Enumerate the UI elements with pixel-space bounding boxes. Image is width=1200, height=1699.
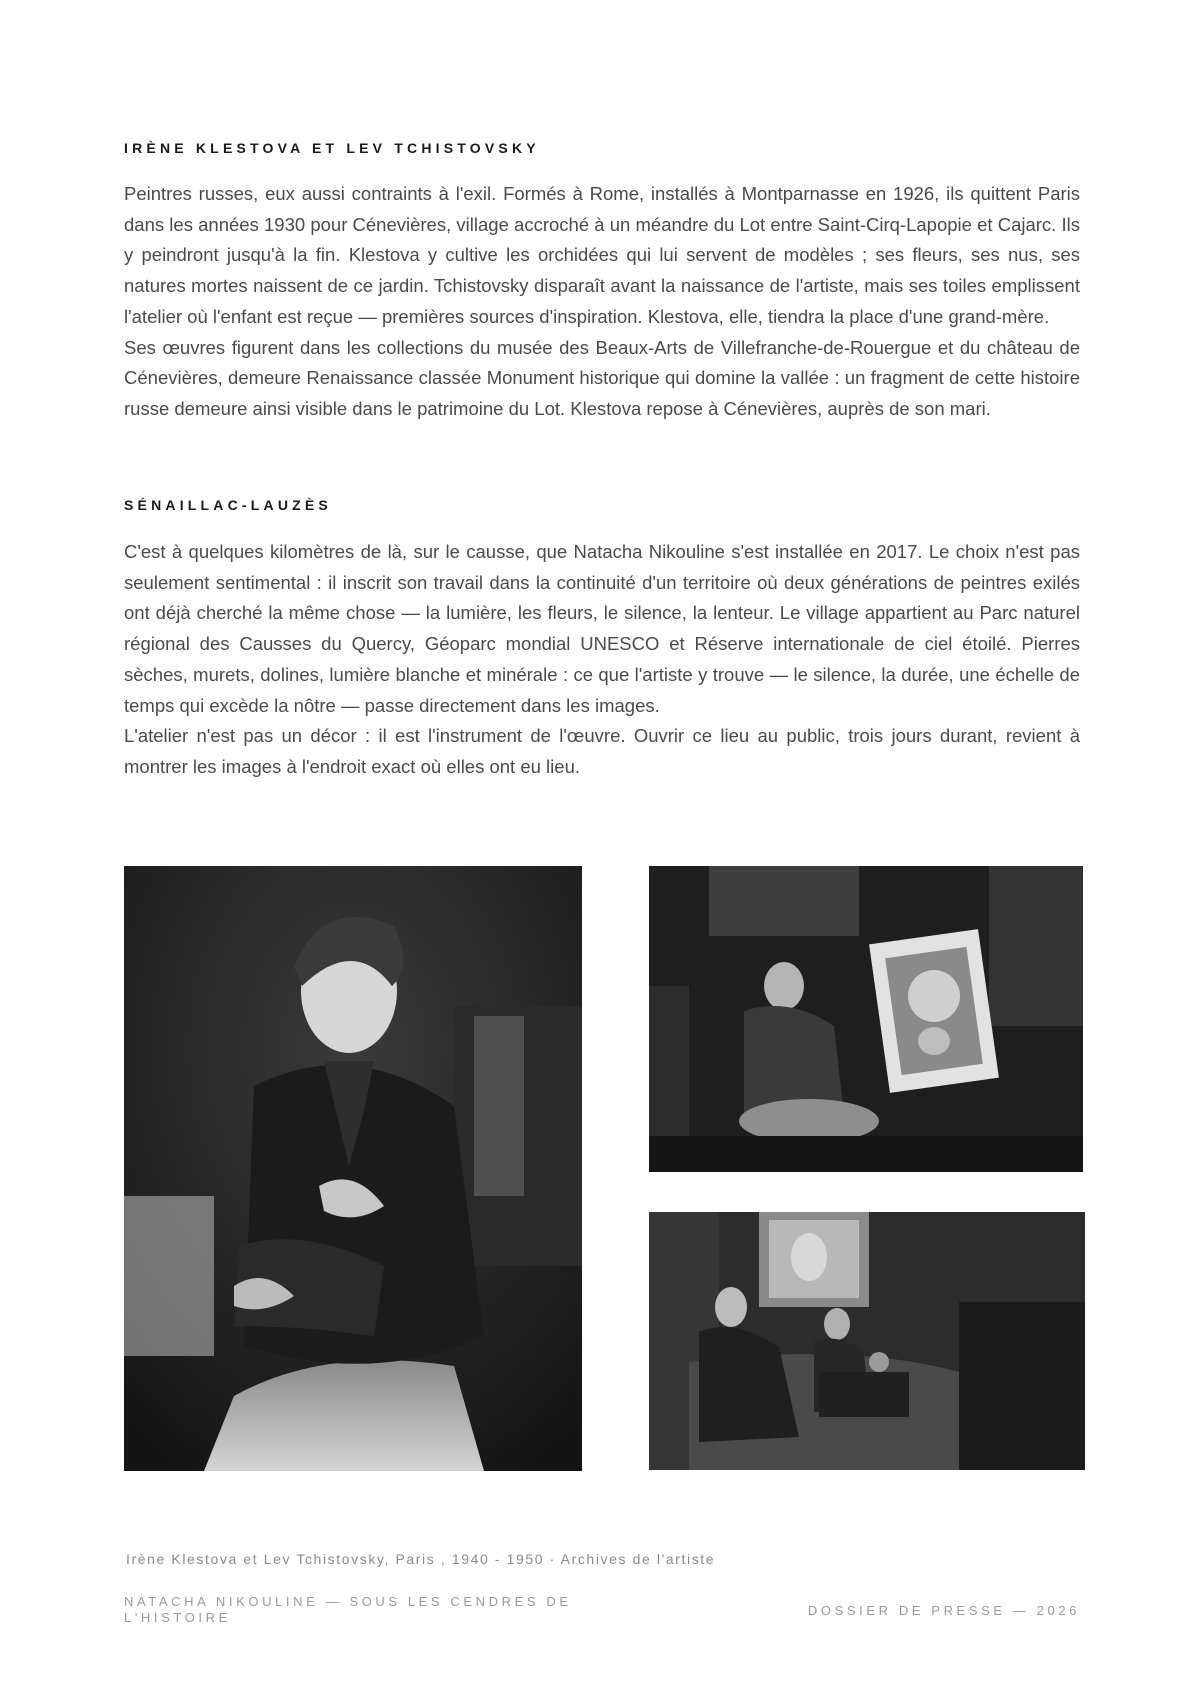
couple-in-salon-photo	[649, 1212, 1085, 1470]
section-heading-klestova: IRÈNE KLESTOVA ET LEV TCHISTOVSKY	[124, 140, 540, 156]
footer-dossier: DOSSIER DE PRESSE — 2026	[807, 1603, 1080, 1618]
photo-caption: Irène Klestova et Lev Tchistovsky, Paris , 1940 - 1950 · Archives de l'artiste	[126, 1551, 716, 1567]
paragraph: C'est à quelques kilomètres de là, sur le causse, que Natacha Nikouline s'est installée en 2017. Le choix n'est pas seulement sentimental : il inscrit son travail dans la continuité d'un territoire où deux générations de peintres exilés ont déjà cherché la même chose — la lumière, les fleurs, le silence, la lenteur. Le village appartient au Parc naturel régional des Causses du Quercy, Géoparc mondial UNESCO et Réserve internationale de ciel étoilé. Pierres sèches, murets, dolines, lumière blanche et minérale : ce que l'artiste y trouve — le silence, la durée, une échelle de temps qui excède la nôtre — passe directement dans les images.	[124, 541, 1080, 716]
portrait-photo	[124, 866, 582, 1471]
section-heading-senaillac: SÉNAILLAC-LAUZÈS	[124, 497, 332, 513]
footer-title: NATACHA NIKOULINE — SOUS LES CENDRES DE L'HISTOIRE	[124, 1594, 572, 1625]
paragraph: Ses œuvres figurent dans les collections du musée des Beaux-Arts de Villefranche-de-Rouergue et du château de Cénevières, demeure Renaissance classée Monument historique qui domine la vallée : un fragment de cette histoire russe demeure ainsi visible dans le patrimoine du Lot. Klestova repose à Cénevières, auprès de son mari.	[124, 336, 1080, 419]
section-body-klestova	[124, 179, 1080, 425]
paragraph: Peintres russes, eux aussi contraints à l'exil. Formés à Rome, installés à Montparnasse en 1926, ils quittent Paris dans les années 1930 pour Cénevières, village accroché à un méandre du Lot entre Saint-Cirq-Lapopie et Cajarc. Ils y peindront jusqu'à la fin. Klestova y cultive les orchidées qui lui servent de modèles ; ses fleurs, ses nus, ses natures mortes naissent de ce jardin. Tchistovsky disparaît avant la naissance de l'artiste, mais ses toiles emplissent l'atelier où l'enfant est reçue — premières sources d'inspiration. Klestova, elle, tiendra la place d'une grand-mère.	[124, 183, 1080, 327]
paragraph: L'atelier n'est pas un décor : il est l'instrument de l'œuvre. Ouvrir ce lieu au public, trois jours durant, revient à montrer les images à l'endroit exact où elles ont eu lieu.	[124, 725, 1080, 777]
painter-at-easel-photo	[649, 866, 1083, 1172]
section-body-senaillac	[124, 537, 1080, 783]
